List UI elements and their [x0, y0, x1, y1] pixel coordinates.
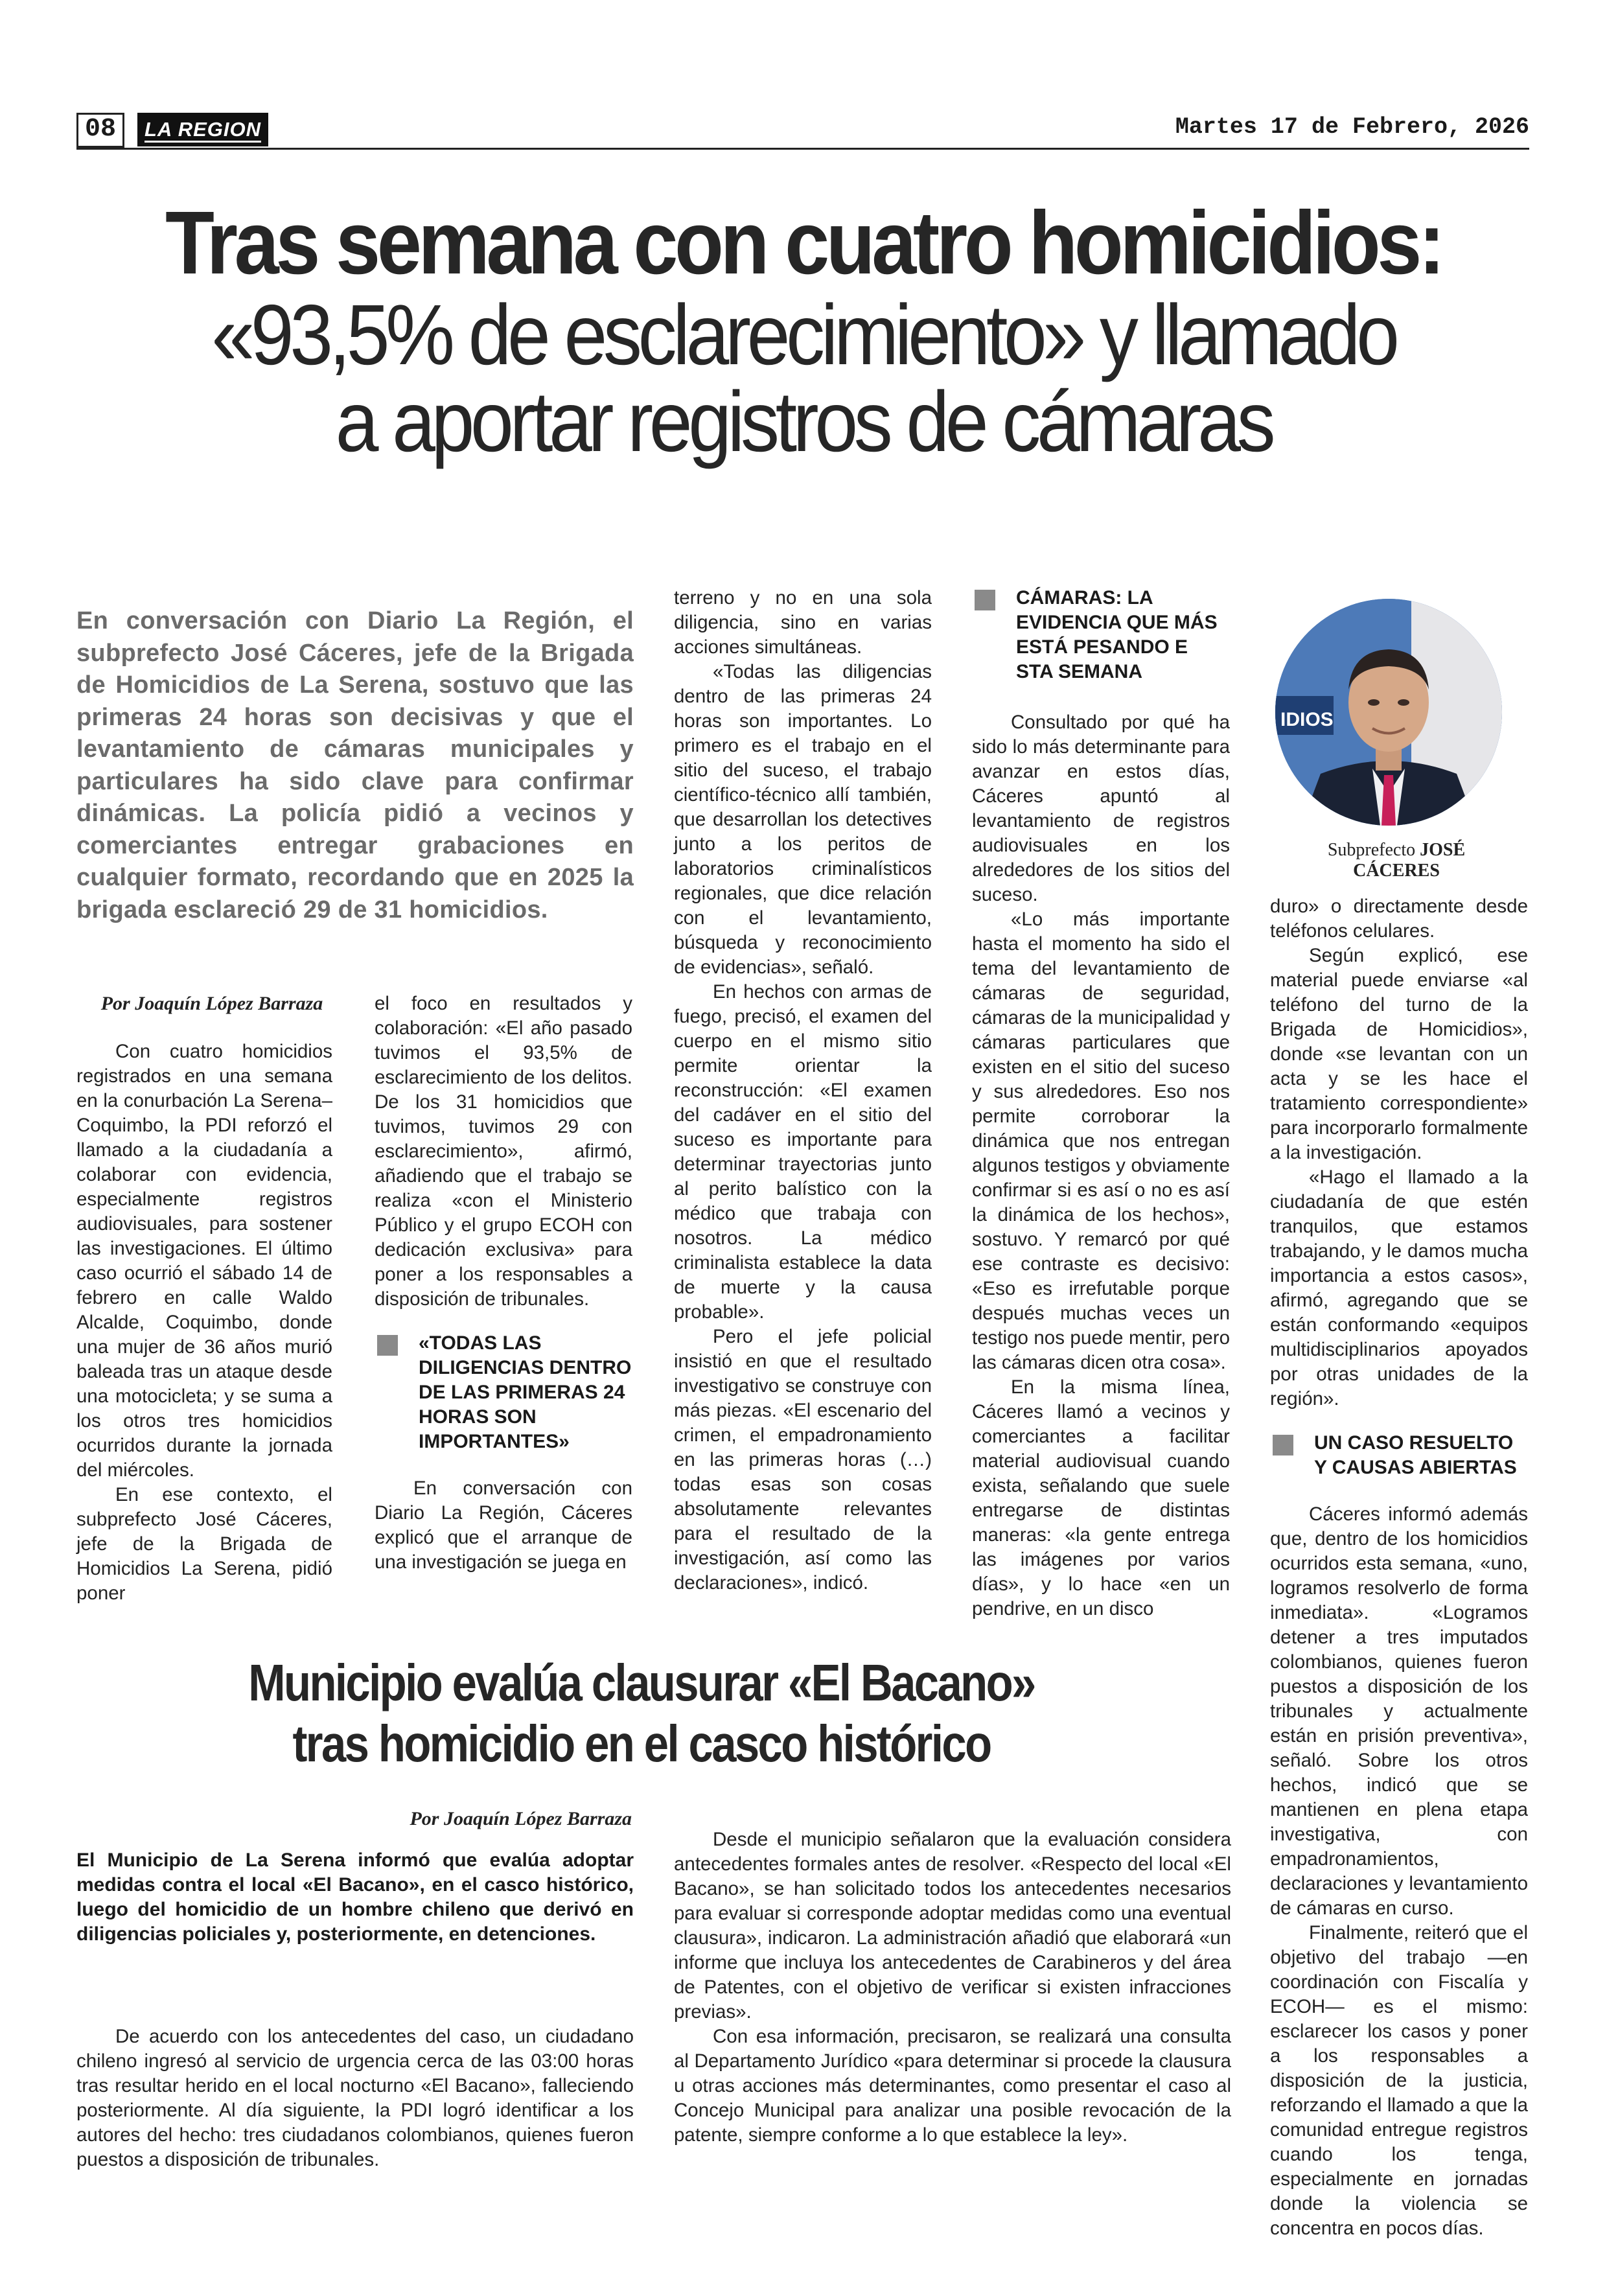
- subhead: [1270, 1431, 1528, 1480]
- portrait-illustration: [1275, 599, 1502, 826]
- header-rule: [76, 148, 1529, 150]
- subhead: [375, 1331, 632, 1454]
- second-article-column-1: [76, 2024, 634, 2172]
- paragraph: «Hago el llamado a la ciudadanía de que estén tranquilos, que estamos trabajando, y le damos mucha importancia a estos casos», afirmó, agregando que se están conformando «equipos multidisciplinarios apoyados por otras unidades de la región».: [1270, 1166, 1528, 1409]
- paragraph: En conversación con Diario La Región, Cáceres explicó que el arranque de una investigación se juega en: [375, 1478, 632, 1573]
- paragraph: Desde el municipio señalaron que la evaluación considera antecedentes formales antes de resolver. «Respecto del local «El Bacano», se han solicitado todos los antecedentes necesarios para evaluar si corresponde adoptar medidas como una eventual clausura», indicaron. La administración añadió que elaborará «un informe que incluya los antecedentes de Carabineros y del área de Patentes, con el objetivo de verificar si existen infracciones previas».: [674, 1829, 1231, 2023]
- second-headline-line-2: tras homicidio en el casco histórico: [292, 1715, 991, 1772]
- second-article-byline: Por Joaquín López Barraza: [410, 1808, 632, 1829]
- article-column-3: [674, 586, 932, 1595]
- article-column-1: [76, 1039, 332, 1606]
- paragraph: Finalmente, reiteró que el objetivo del trabajo —en coordinación con Fiscalía y ECOH— es el mismo: esclarecer los casos y poner a los responsables a disposición de la justicia, reforzando el llamado a que la comunidad entregue registros cuando los tenga, especialmente en jornadas donde la violencia se concentra en pocos días.: [1270, 1922, 1528, 2239]
- main-headline: [52, 193, 1555, 469]
- paragraph: En ese contexto, el subprefecto José Cáceres, jefe de la Brigada de Homicidios La Serena, pidió poner: [76, 1484, 332, 1604]
- second-article-lead: El Municipio de La Serena informó que evalúa adoptar medidas contra el local «El Bacano», en el casco histórico, luego del homicidio de un hombre chileno que derivó en diligencias policiales y, posteriormente, en detenciones.: [76, 1850, 634, 1945]
- paragraph: Pero el jefe policial insistió en que el resultado investigativo se construye con más piezas. «El escenario del crimen, el empadronamiento en las primeras horas (…) todas esas son cosas absolutamente relevantes para el resultado de la investigación, así como las declaraciones», indicó.: [674, 1326, 932, 1594]
- page-number: 08: [76, 113, 124, 148]
- article-lead: En conversación con Diario La Región, el subprefecto José Cáceres, jefe de la Brigada de Homicidios de La Serena, sostuvo que las primeras 24 horas son decisivas y que el levantamiento de cámaras municipales y particulares ha sido clave para confirmar dinámicas. La policía pidió a vecinos y comerciantes entregar grabaciones en cualquier formato, recordando que en 2025 la brigada esclareció 29 de 31 homicidios.: [76, 607, 634, 923]
- paragraph: Con cuatro homicidios registrados en una semana en la conurbación La Serena–Coquimbo, la PDI reforzó el llamado a la ciudadanía a colaborar con evidencia, especialmente registros audiovisuales, para sostener las investigaciones. El último caso ocurrió el sábado 14 de febrero en calle Waldo Alcalde, Coquimbo, donde una mujer de 36 años murió baleada tras un ataque desde una motocicleta; y se suma a los otros tres homicidios ocurridos durante la jornada del miércoles.: [76, 1041, 332, 1481]
- headline-line-3: a aportar registros de cámaras: [335, 374, 1272, 469]
- paragraph: Consultado por qué ha sido lo más determinante para avanzar en estos días, Cáceres apuntó al levantamiento de registros audiovisuales en los alrededores de los sitios del suceso.: [972, 712, 1230, 905]
- header-date: Martes 17 de Febrero, 2026: [1175, 114, 1529, 140]
- headline-line-1: Tras semana con cuatro homicidios:: [165, 193, 1442, 293]
- paragraph: duro» o directamente desde teléfonos celulares.: [1270, 896, 1528, 942]
- caption-prefix: Subprefecto: [1327, 840, 1420, 860]
- subhead: [972, 586, 1230, 684]
- subhead-text: CÁMARAS: LA EVIDENCIA QUE MÁS ESTÁ PESANDO E STA SEMANA: [1016, 587, 1218, 682]
- subhead-text: UN CASO RESUELTO Y CAUSAS ABIERTAS: [1314, 1432, 1517, 1478]
- subhead-square-icon: [975, 590, 995, 610]
- paragraph: Cáceres informó además que, dentro de los homicidios ocurridos esta semana, «uno, logramos resolverlo de forma inmediata». «Logramos detener a tres imputados colombianos, quienes fueron puestos a disposición de los tribunales y actualmente están en prisión preventiva», señaló. Sobre los otros hechos, indicó que se mantienen en plena etapa investigativa, con empadronamientos, declaraciones y levantamiento de cámaras en curso.: [1270, 1503, 1528, 1919]
- second-headline-line-1: Municipio evalúa clausurar «El Bacano»: [248, 1654, 1035, 1711]
- second-headline: [149, 1652, 1134, 1774]
- subhead-text: «TODAS LAS DILIGENCIAS DENTRO DE LAS PRIMERAS 24 HORAS SON IMPORTANTES»: [419, 1332, 632, 1452]
- headline-line-2: «93,5% de esclarecimiento» y llamado: [211, 287, 1396, 382]
- article-byline: [92, 993, 332, 1015]
- portrait-photo: [1275, 599, 1502, 826]
- masthead-logo: [137, 113, 268, 146]
- paragraph: Con esa información, precisaron, se realizará una consulta al Departamento Jurídico «para determinar si procede la clausura u otras acciones más determinantes, como presentar el caso al Concejo Municipal para analizar una posible revocación de la patente, siempre conforme a lo que establece la ley».: [674, 2026, 1231, 2146]
- article-column-2: [375, 991, 632, 1575]
- masthead-text: LA REGION: [145, 118, 261, 143]
- paragraph: En la misma línea, Cáceres llamó a vecinos y comerciantes a facilitar material audiovisual cuando exista, señalando que suele entregarse de distintas maneras: «la gente entrega las imágenes por varios días», y lo hace «en un pendrive, en un disco: [972, 1376, 1230, 1619]
- photo-caption: [1289, 840, 1503, 881]
- paragraph: En hechos con armas de fuego, precisó, el examen del cuerpo en el mismo sitio permite orientar la reconstrucción: «El examen del cadáver en el sitio del suceso es importante para determinar trayectorias junto al perito balístico con la médico que trabaja con nosotros. La médico criminalista establece la data de muerte y la causa probable».: [674, 981, 932, 1323]
- photo-badge-text: IDIOS: [1280, 709, 1334, 730]
- subhead-square-icon: [1273, 1435, 1293, 1455]
- paragraph: terreno y no en una sola diligencia, sino en varias acciones simultáneas.: [674, 587, 932, 658]
- paragraph: «Lo más importante hasta el momento ha sido el tema del levantamiento de cámaras de seguridad, cámaras de la municipalidad y cámaras particulares que existen en el sitio del suceso y sus alrededores. Eso nos permite corroborar la dinámica que nos entregan algunos testigos y obviamente confirmar si es así o no es así la dinámica de los hechos», sostuvo. Y remarcó por qué ese contraste es decisivo: «Eso es irrefutable porque después muchas veces un testigo nos puede mentir, pero las cámaras dicen otra cosa».: [972, 909, 1230, 1373]
- paragraph: De acuerdo con los antecedentes del caso, un ciudadano chileno ingresó al servicio de urgencia cerca de las 03:00 horas tras resultar herido en el local nocturno «El Bacano», falleciendo posteriormente. Al día siguiente, la PDI logró identificar a los autores del hecho: tres ciudadanos colombianos, quienes fueron puestos a disposición de tribunales.: [76, 2026, 634, 2170]
- paragraph: «Todas las diligencias dentro de las primeras 24 horas son importantes. Lo primero es el trabajo en el sitio del suceso, el trabajo científico-técnico allí también, que desarrollan los detectives junto a los peritos de laboratorios criminalísticos regionales, que dice relación con el levantamiento, búsqueda y reconocimiento de evidencias», señaló.: [674, 661, 932, 978]
- paragraph: Según explicó, ese material puede enviarse «al teléfono del turno de la Brigada de Homicidios», donde «se levantan con un acta y se les hace el tratamiento correspondiente» para incorporarlo formalmente a la investigación.: [1270, 945, 1528, 1163]
- article-column-5: [1270, 894, 1528, 2241]
- second-article-column-2: [674, 1827, 1231, 2148]
- subhead-square-icon: [377, 1335, 398, 1356]
- byline-text: Por Joaquín López Barraza: [100, 993, 323, 1014]
- caption-name: JOSÉ CÁCERES: [1353, 840, 1466, 881]
- paragraph: el foco en resultados y colaboración: «El año pasado tuvimos el 93,5% de esclarecimiento de los delitos. De los 31 homicidios que tuvimos, tuvimos 29 con esclarecimiento», afirmó, añadiendo que el trabajo se realiza «con el Ministerio Público y el grupo ECOH con dedicación exclusiva» para poner a los responsables a disposición de tribunales.: [375, 993, 632, 1310]
- article-column-4: [972, 586, 1230, 1621]
